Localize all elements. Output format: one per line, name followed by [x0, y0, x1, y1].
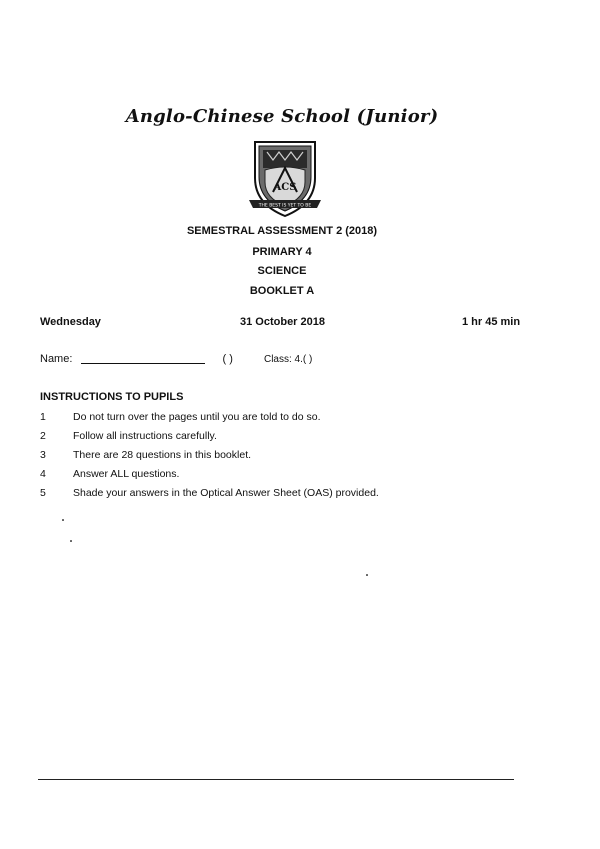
instruction-text: Shade your answers in the Optical Answer Sheet (OAS) provided.: [73, 487, 379, 499]
assessment-title: SEMESTRAL ASSESSMENT 2 (2018): [186, 225, 378, 237]
exam-day: Wednesday: [40, 316, 101, 328]
register-number-paren: ( ): [222, 353, 233, 365]
exam-date: 31 October 2018: [240, 316, 325, 328]
instruction-item: [40, 411, 321, 423]
student-info-row: [40, 353, 312, 365]
instruction-text: Answer ALL questions.: [73, 468, 180, 480]
exam-duration: 1 hr 45 min: [462, 316, 521, 328]
instruction-item: [40, 430, 217, 442]
scan-speck: [366, 574, 368, 576]
name-blank-line[interactable]: [81, 362, 205, 364]
instruction-number: 5: [40, 487, 46, 499]
level-title: PRIMARY 4: [252, 246, 312, 258]
instruction-text: Follow all instructions carefully.: [73, 430, 217, 442]
instruction-number: 1: [40, 411, 46, 423]
name-label: Name:: [40, 353, 73, 365]
school-name: Anglo-Chinese School (Junior): [125, 106, 439, 127]
instruction-text: There are 28 questions in this booklet.: [73, 449, 252, 461]
scan-speck: [62, 519, 64, 521]
instruction-text: Do not turn over the pages until you are told to do so.: [73, 411, 321, 423]
class-label: Class: 4.( ): [263, 354, 313, 365]
school-crest-icon: [249, 138, 321, 218]
instruction-number: 3: [40, 449, 46, 461]
crest-motto: THE BEST IS YET TO BE: [258, 203, 312, 209]
instruction-number: 4: [40, 468, 46, 480]
instruction-item: [40, 487, 379, 499]
instruction-item: [40, 449, 251, 461]
scan-speck: [70, 540, 72, 542]
instruction-number: 2: [40, 430, 46, 442]
bottom-divider: [38, 779, 514, 780]
booklet-title: BOOKLET A: [249, 285, 315, 297]
subject-title: SCIENCE: [257, 265, 307, 277]
instruction-item: [40, 468, 179, 480]
instructions-title: INSTRUCTIONS TO PUPILS: [40, 391, 184, 403]
crest-letters: ACS: [273, 182, 297, 193]
